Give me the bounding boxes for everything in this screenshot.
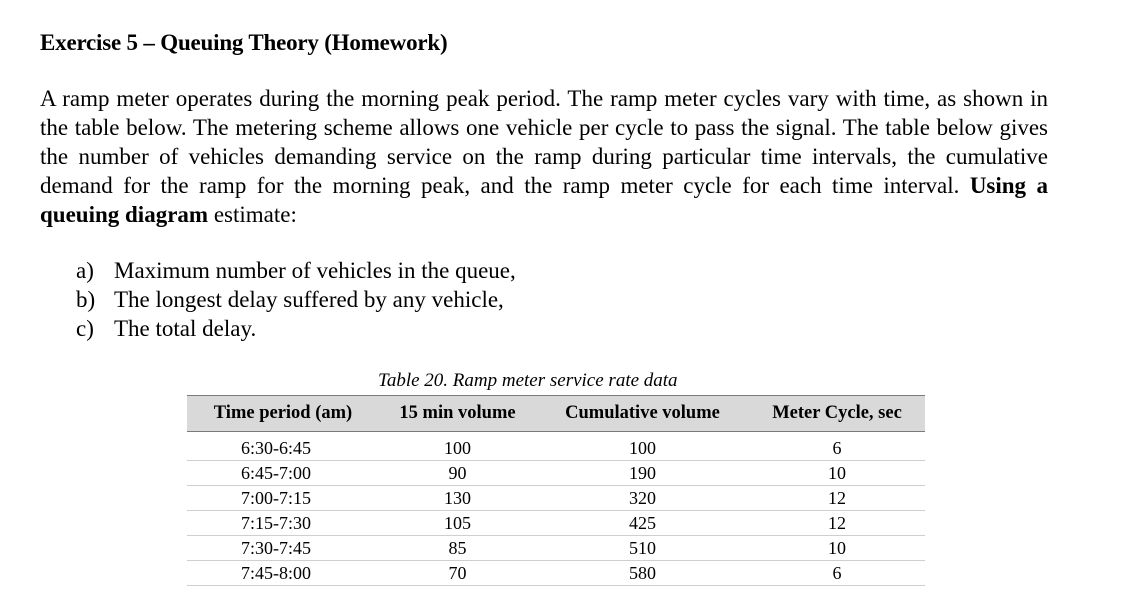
problem-tail: estimate: [208, 202, 297, 227]
cell-time-period: 7:30-7:45 [187, 536, 379, 561]
question-item [76, 256, 516, 285]
cell-meter-cycle: 10 [749, 536, 925, 561]
question-text: Maximum number of vehicles in the queue, [114, 258, 516, 283]
cell-time-period: 6:45-7:00 [187, 461, 379, 486]
question-text: The total delay. [114, 316, 257, 341]
header-meter-cycle: Meter Cycle, sec [749, 396, 925, 432]
cell-cumulative-volume: 320 [536, 486, 749, 511]
ramp-meter-table [187, 395, 925, 586]
cell-meter-cycle: 12 [749, 486, 925, 511]
header-time-period: Time period (am) [187, 396, 379, 432]
question-list [76, 256, 516, 343]
problem-emphasis: Using a queuing diagram [40, 173, 1048, 227]
cell-15min-volume: 85 [379, 536, 536, 561]
cell-meter-cycle: 6 [749, 561, 925, 586]
question-item [76, 314, 516, 343]
header-cumulative-volume: Cumulative volume [536, 396, 749, 432]
question-letter: c) [76, 316, 94, 341]
table-caption: Table 20. Ramp meter service rate data [378, 370, 678, 391]
question-text: The longest delay suffered by any vehicle, [114, 287, 504, 312]
cell-15min-volume: 105 [379, 511, 536, 536]
table-row [187, 486, 925, 511]
page-title: Exercise 5 – Queuing Theory (Homework) [40, 30, 448, 55]
cell-meter-cycle: 6 [749, 432, 925, 461]
header-15min-volume: 15 min volume [379, 396, 536, 432]
cell-cumulative-volume: 425 [536, 511, 749, 536]
problem-text: A ramp meter operates during the morning peak period. The ramp meter cycles vary with time, as shown in the table below. The metering scheme allows one vehicle per cycle to pass the signal. The table below gives the number of vehicles demanding service on the ramp during particular time intervals, the cumulative demand for the ramp for the morning peak, and the ramp meter cycle for each time interval. [40, 86, 1048, 198]
problem-statement [40, 84, 1048, 229]
cell-meter-cycle: 10 [749, 461, 925, 486]
cell-15min-volume: 90 [379, 461, 536, 486]
question-letter: b) [76, 287, 96, 312]
cell-time-period: 7:15-7:30 [187, 511, 379, 536]
cell-time-period: 6:30-6:45 [187, 432, 379, 461]
cell-cumulative-volume: 580 [536, 561, 749, 586]
table-row [187, 561, 925, 586]
cell-meter-cycle: 12 [749, 511, 925, 536]
table-row [187, 461, 925, 486]
table-row [187, 536, 925, 561]
table-header-row [187, 396, 925, 432]
table-row [187, 432, 925, 461]
cell-cumulative-volume: 190 [536, 461, 749, 486]
table-row [187, 511, 925, 536]
cell-15min-volume: 70 [379, 561, 536, 586]
cell-time-period: 7:45-8:00 [187, 561, 379, 586]
question-item [76, 285, 516, 314]
cell-time-period: 7:00-7:15 [187, 486, 379, 511]
question-letter: a) [76, 258, 94, 283]
cell-cumulative-volume: 100 [536, 432, 749, 461]
cell-cumulative-volume: 510 [536, 536, 749, 561]
cell-15min-volume: 130 [379, 486, 536, 511]
cell-15min-volume: 100 [379, 432, 536, 461]
